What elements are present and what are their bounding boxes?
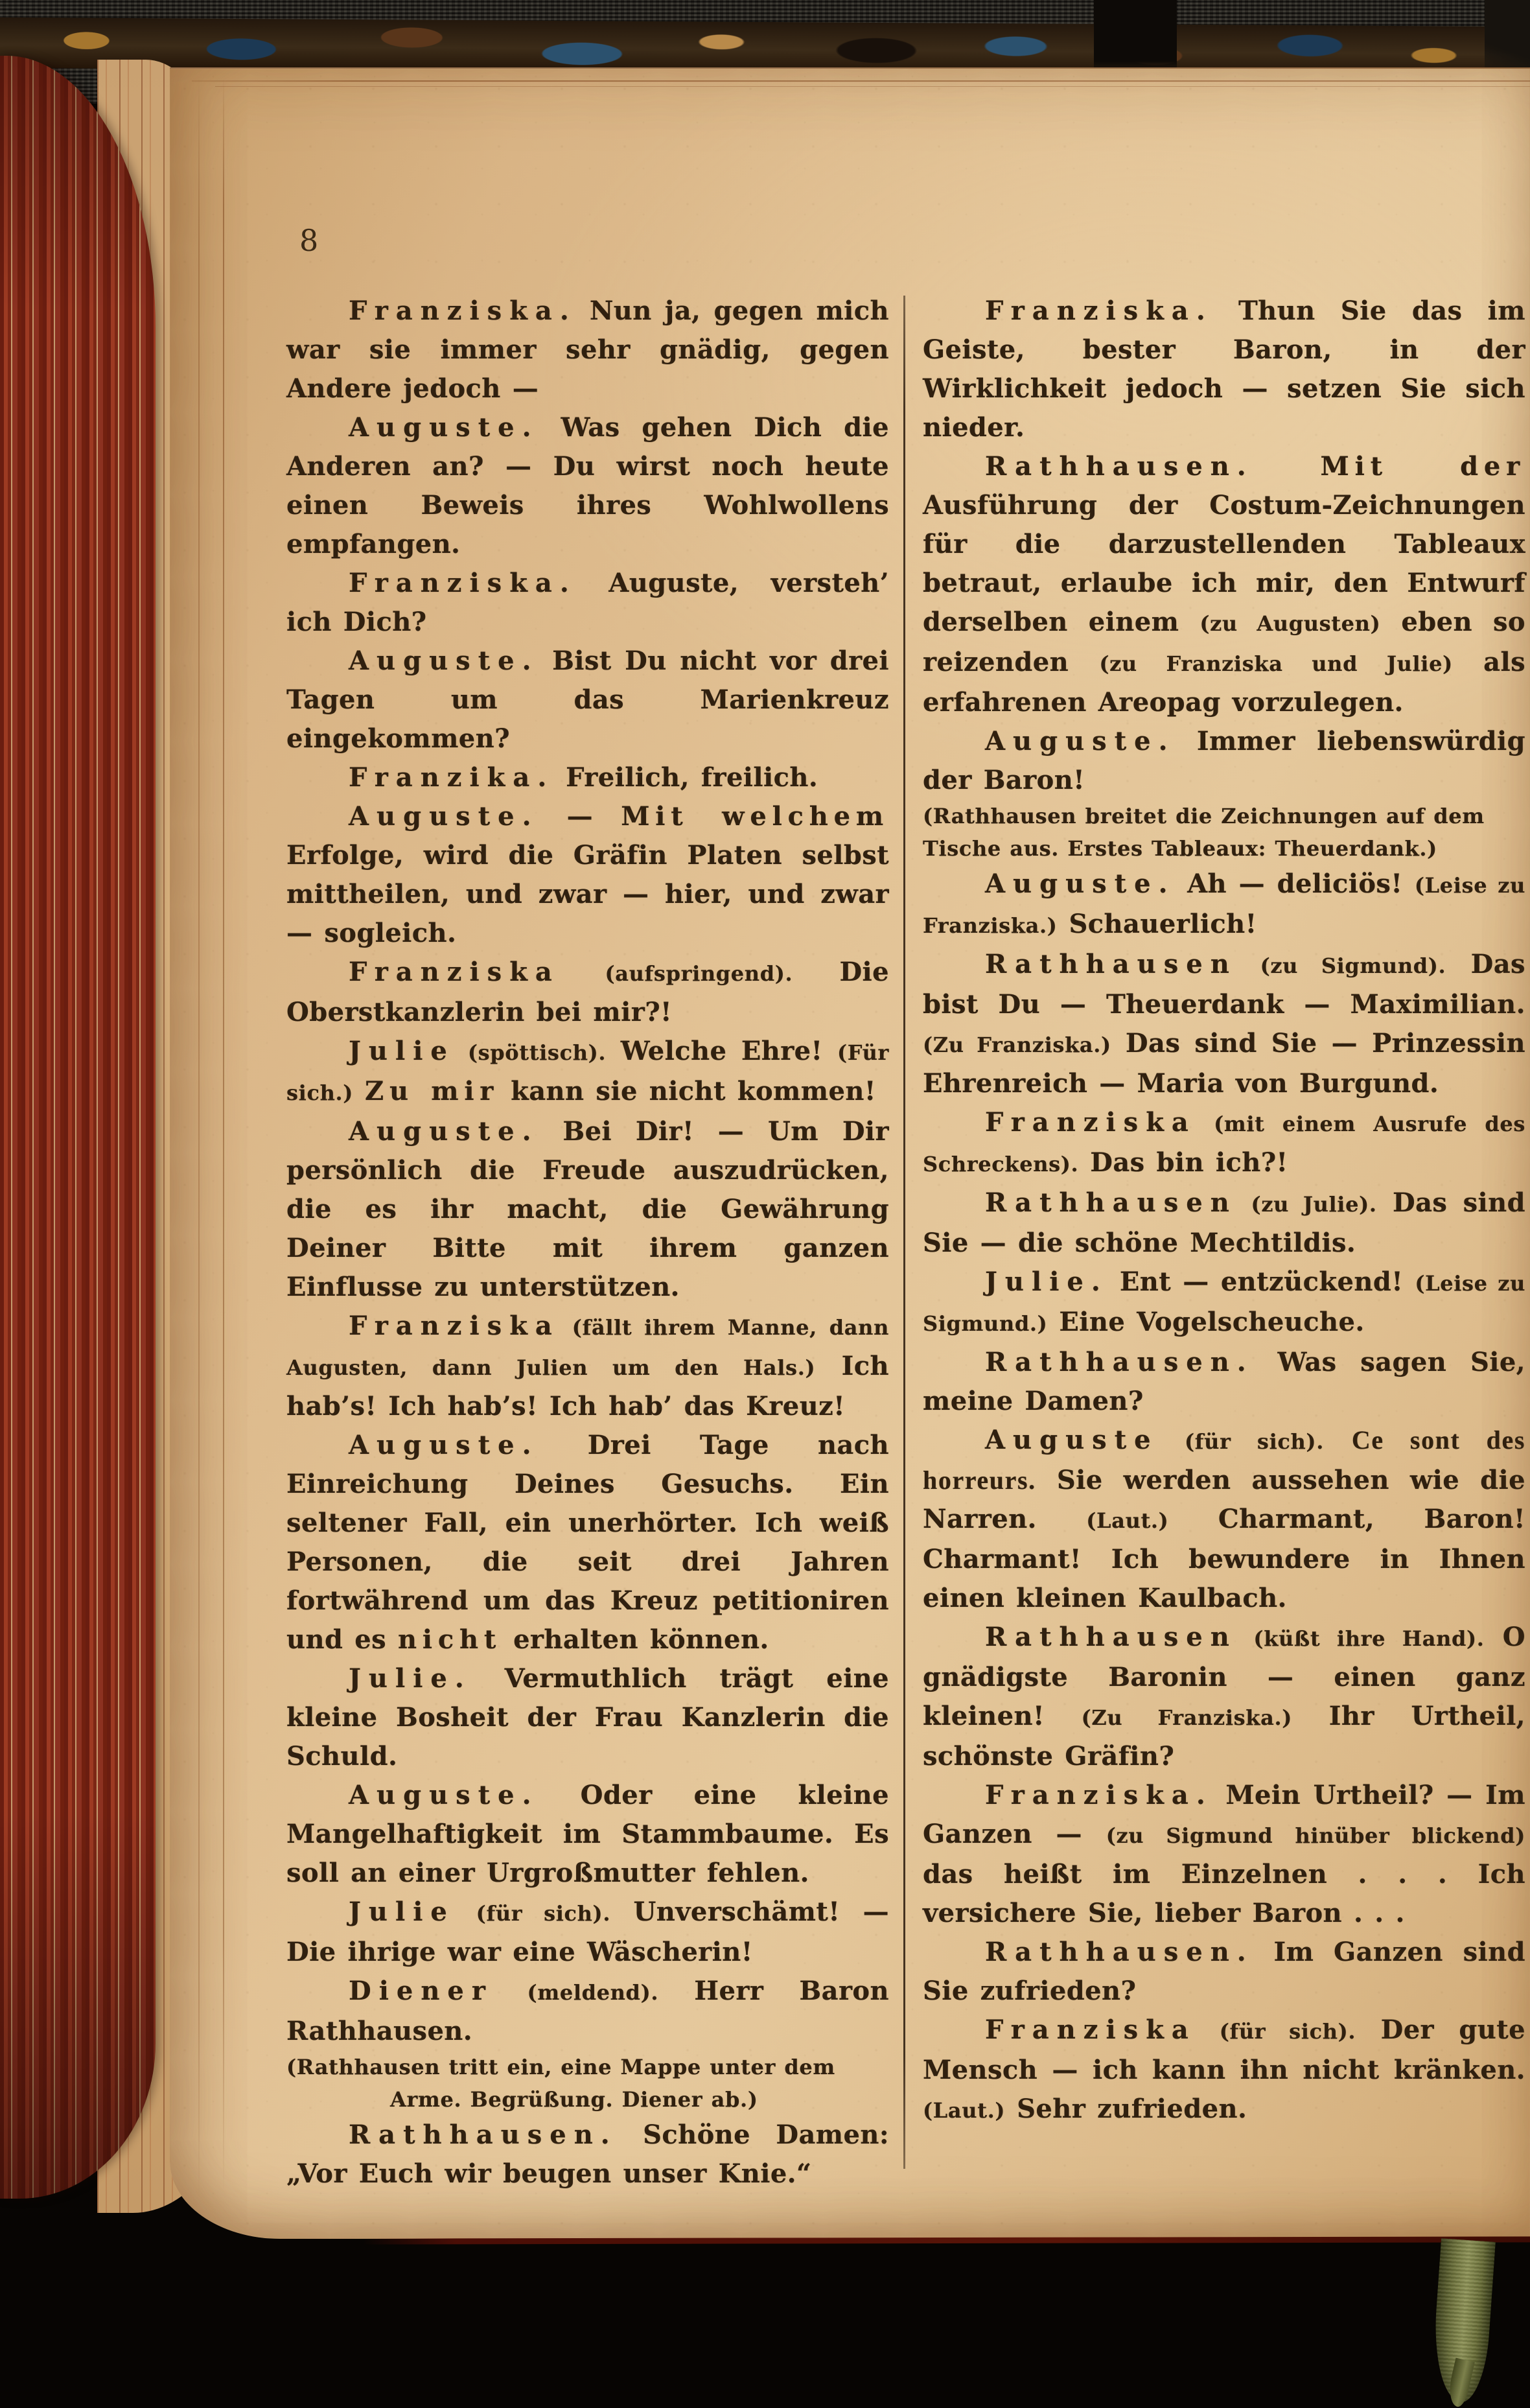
speaker-name: Auguste. (349, 1116, 539, 1147)
dialogue-paragraph (286, 1659, 889, 1776)
dialogue-paragraph (286, 953, 889, 1032)
stage-direction-inline: (zu Augusten) (1200, 611, 1381, 636)
speaker-name: Franziska. (985, 1780, 1213, 1810)
speaker-name: Julie (349, 1036, 455, 1066)
speaker-name: Franziska (349, 957, 560, 987)
speaker-name: Franzika. (349, 762, 555, 793)
text-block (286, 292, 1526, 2189)
speaker-name: Auguste. (985, 869, 1176, 899)
text-run: Das bist Du — Theuerdank — Maximilian. (923, 949, 1525, 1020)
stage-direction-inline: (aufspringend). (559, 961, 793, 986)
text-run: Immer liebenswürdig der Baron! (923, 726, 1525, 795)
emphasized-text: nicht (397, 1624, 502, 1655)
text-run (353, 1076, 365, 1106)
dialogue-paragraph (923, 1343, 1525, 1421)
text-run: Eine Vogelscheuche. (1047, 1307, 1365, 1337)
stage-direction-inline: (Für sich.) (286, 1040, 889, 1105)
text-run: kann sie nicht kommen! (499, 1076, 876, 1106)
stage-direction-inline: (Laut.) (1086, 1508, 1169, 1533)
dialogue-paragraph (923, 1421, 1525, 1618)
stage-direction-inline: (meldend). (493, 1980, 659, 2005)
dialogue-paragraph (286, 642, 889, 758)
dialogue-paragraph (286, 1112, 889, 1307)
text-run: Auguste, versteh’ ich Dich? (286, 568, 889, 637)
text-run: Der gute Mensch — ich kann ihn nicht kränken. (923, 2015, 1525, 2085)
stage-direction-inline: (Laut.) (923, 2098, 1006, 2123)
dialogue-paragraph (286, 1893, 889, 1972)
text-run: Im Ganzen sind Sie zufrieden? (923, 1937, 1525, 2006)
text-run: Welche Ehre! (606, 1036, 838, 1066)
stage-direction-inline: (für sich). (1158, 1429, 1324, 1454)
text-run (1324, 1425, 1352, 1455)
speaker-name: Auguste. (349, 1780, 539, 1810)
speaker-name: Auguste. (985, 726, 1176, 756)
text-run: Das sind Sie — Prinzessin Ehrenreich — Maria von Burgund. (923, 1028, 1525, 1099)
dialogue-paragraph (286, 564, 889, 642)
stage-direction-inline: (Leise zu Sigmund.) (923, 1271, 1525, 1336)
speaker-name: Rathhausen (985, 949, 1237, 979)
speaker-name: Franziska. (349, 568, 577, 598)
text-run: Sie werden aussehen wie die Narren. (923, 1465, 1525, 1534)
stage-direction-inline: (Zu Franziska.) (1081, 1705, 1293, 1730)
page-edges-red (0, 56, 156, 2199)
stage-direction-inline: (für sich). (454, 1901, 611, 1926)
stage-direction-inline: (für sich). (1196, 2019, 1356, 2044)
stage-direction-inline: (zu Sigmund hinüber blickend) (1106, 1823, 1525, 1848)
stage-direction-inline: (fällt ihrem Manne, dann Augusten, dann Julien um den Hals.) (286, 1315, 889, 1380)
page-number: 8 (299, 223, 319, 258)
speaker-name: Rathhausen. (985, 1347, 1254, 1377)
text-run: Nun ja, gegen mich war sie immer sehr gnädig, gegen Andere jedoch — (286, 296, 889, 404)
text-run: O gnädigste Baronin — einen ganz kleinen! (923, 1622, 1525, 1731)
stage-direction-inline: (Leise zu Franziska.) (923, 873, 1525, 938)
text-run: Was gehen Dich die Anderen an? — Du wirst noch heute einen Beweis ihres Wohlwollens empfangen. (286, 412, 889, 559)
dialogue-paragraph (923, 945, 1525, 1103)
dialogue-paragraph (286, 2116, 889, 2193)
page-crease-horizontal-faint (215, 86, 1530, 87)
stage-direction (286, 2051, 889, 2116)
dialogue-paragraph (923, 1618, 1525, 1776)
text-run: Was sagen Sie, meine Damen? (923, 1347, 1525, 1416)
text-run: das heißt im Einzelnen . . . Ich versichere Sie, lieber Baron . . . (923, 1859, 1525, 1928)
text-run: Ausführung der Costum-Zeichnungen für die darzustellenden Tableaux betraut, erlaube ich mir, den Entwurf derselben einem (923, 490, 1525, 637)
speaker-name: Rathhausen (985, 1187, 1237, 1218)
speaker-name: Franziska (985, 2015, 1196, 2045)
text-run: Thun Sie das im Geiste, bester Baron, in der Wirklichkeit jedoch — setzen Sie sich nieder. (923, 296, 1525, 443)
dialogue-paragraph (923, 2011, 1525, 2130)
cover-gap-shadow (1094, 0, 1177, 76)
dialogue-paragraph (286, 292, 889, 408)
dialogue-paragraph (286, 797, 889, 953)
speaker-name: Auguste. (349, 801, 539, 832)
dialogue-paragraph (923, 865, 1525, 945)
speaker-name: Rathhausen. (985, 1937, 1254, 1967)
speaker-name: Franziska. (985, 296, 1213, 326)
text-run: Vermuthlich trägt eine kleine Bosheit der Frau Kanzlerin die Schuld. (286, 1663, 889, 1771)
text-run: Das sind Sie — die schöne Mechtildis. (923, 1187, 1525, 1258)
stage-direction-inline: (küßt ihre Hand). (1236, 1626, 1485, 1651)
text-run: Herr Baron Rathhausen. (286, 1976, 889, 2046)
speaker-name: Rathhausen (985, 1622, 1237, 1652)
dialogue-paragraph (286, 1972, 889, 2051)
dialogue-paragraph (923, 1776, 1525, 1933)
dialogue-paragraph (286, 758, 889, 797)
stage-direction-inline: (mit einem Ausrufe des Schreckens). (923, 1112, 1525, 1176)
page-bottom-red-edge (363, 2236, 1530, 2244)
speaker-name: Auguste. (349, 646, 539, 676)
text-run: Ich hab’s! Ich hab’s! Ich hab’ das Kreuz! (286, 1351, 889, 1421)
text-run: Charmant, Baron! Charmant! Ich bewundere in Ihnen einen kleinen Kaulbach. (923, 1504, 1526, 1613)
text-run: Schauerlich! (1057, 909, 1257, 939)
stage-direction-inline: (Rathhausen tritt ein, eine Mappe unter dem Arme. Begrüßung. Diener ab.) (286, 2055, 835, 2112)
page-crease-vertical (223, 78, 224, 2191)
text-run: Ent — entzückend! (1107, 1267, 1415, 1297)
stage-direction-inline: (Rathhausen breitet die Zeichnungen auf dem Tische aus. Erstes Tableaux: Theuerdank.) (923, 804, 1485, 861)
page-crease-horizontal (192, 80, 1530, 82)
dialogue-paragraph (286, 1426, 889, 1659)
stage-direction-inline: (Zu Franziska.) (923, 1033, 1111, 1057)
text-run: — (539, 801, 621, 832)
stage-direction-inline: (zu Franziska und Julie) (1099, 651, 1453, 676)
text-run: Sehr zufrieden. (1005, 2094, 1247, 2124)
dialogue-paragraph (286, 1776, 889, 1893)
text-run: eben so reizenden (923, 607, 1525, 677)
speaker-name: Julie. (349, 1663, 472, 1694)
text-run: als erfahrenen Areopag vorzulegen. (923, 647, 1525, 718)
dialogue-paragraph (923, 1263, 1525, 1343)
emphasized-text: Mit welchem (621, 801, 889, 832)
stage-direction-inline: (zu Julie). (1236, 1192, 1377, 1217)
speaker-name: Franziska (349, 1311, 560, 1341)
speaker-name: Rathhausen. (985, 451, 1254, 482)
dialogue-paragraph (286, 408, 889, 564)
dialogue-paragraph (923, 447, 1525, 722)
text-run: Bist Du nicht vor drei Tagen um das Marienkreuz eingekommen? (286, 646, 889, 754)
emphasized-text: Zu mir (364, 1076, 500, 1106)
text-run: Mein Urtheil? — Im Ganzen — (923, 1780, 1525, 1849)
text-run: Oder eine kleine Mangelhaftigkeit im Stammbaume. Es soll an einer Urgroßmutter fehlen. (286, 1780, 889, 1888)
text-run: Drei Tage nach Einreichung Deines Gesuchs. Ein seltener Fall, ein unerhörter. Ich weiß Personen, die seit drei Jahren fortwährend um das Kreuz petitioniren und es (286, 1430, 889, 1655)
text-run: Die Oberstkanzlerin bei mir?! (286, 957, 889, 1027)
dialogue-paragraph (923, 722, 1525, 800)
book-page (170, 67, 1530, 2239)
stage-direction-inline: (zu Sigmund). (1236, 953, 1446, 978)
text-run: Das bin ich?! (1078, 1147, 1288, 1178)
dialogue-paragraph (923, 1103, 1525, 1184)
dialogue-paragraph (923, 292, 1525, 447)
speaker-name: Auguste. (349, 1430, 539, 1460)
speaker-name: Auguste. (349, 412, 539, 443)
text-run: Unverschämt! — Die ihrige war eine Wäscherin! (286, 1897, 889, 1967)
text-run (1254, 451, 1321, 482)
text-run: Erfolge, wird die Gräfin Platen selbst mittheilen, und zwar — hier, und zwar — sogleich. (286, 840, 889, 948)
text-run: Ah — deliciös! (1175, 869, 1415, 899)
text-run: Schöne Damen: „Vor Euch wir beugen unser Knie.“ (286, 2120, 889, 2189)
page-crease-vertical-faint (198, 75, 200, 2201)
dialogue-paragraph (923, 1184, 1525, 1263)
speaker-name: Auguste (985, 1425, 1159, 1455)
text-run: Ihr Urtheil, schönste Gräfin? (923, 1701, 1526, 1771)
stage-direction-inline: (spöttisch). (454, 1040, 607, 1065)
speaker-name: Julie (349, 1897, 455, 1927)
text-run: erhalten können. (502, 1624, 769, 1655)
dialogue-paragraph (286, 1307, 889, 1426)
speaker-name: Franziska. (349, 296, 577, 326)
left-column (286, 292, 889, 2189)
stage-direction (923, 800, 1525, 865)
emphasized-text: Mit der (1320, 451, 1525, 482)
speaker-name: Rathhausen. (349, 2120, 618, 2150)
speaker-name: Julie. (985, 1267, 1108, 1297)
antiqua-text: Ce sont des horreurs. (923, 1425, 1525, 1495)
speaker-name: Diener (349, 1976, 493, 2006)
speaker-name: Franziska (985, 1107, 1196, 1138)
text-run: Bei Dir! — Um Dir persönlich die Freude auszudrücken, die es ihr macht, die Gewährung Deiner Bitte mit ihrem ganzen Einflusse zu unterstützen. (286, 1116, 889, 1302)
dialogue-paragraph (923, 1933, 1525, 2011)
right-column (923, 292, 1525, 2184)
dialogue-paragraph (286, 1032, 889, 1112)
text-run: Freilich, freilich. (554, 762, 818, 793)
